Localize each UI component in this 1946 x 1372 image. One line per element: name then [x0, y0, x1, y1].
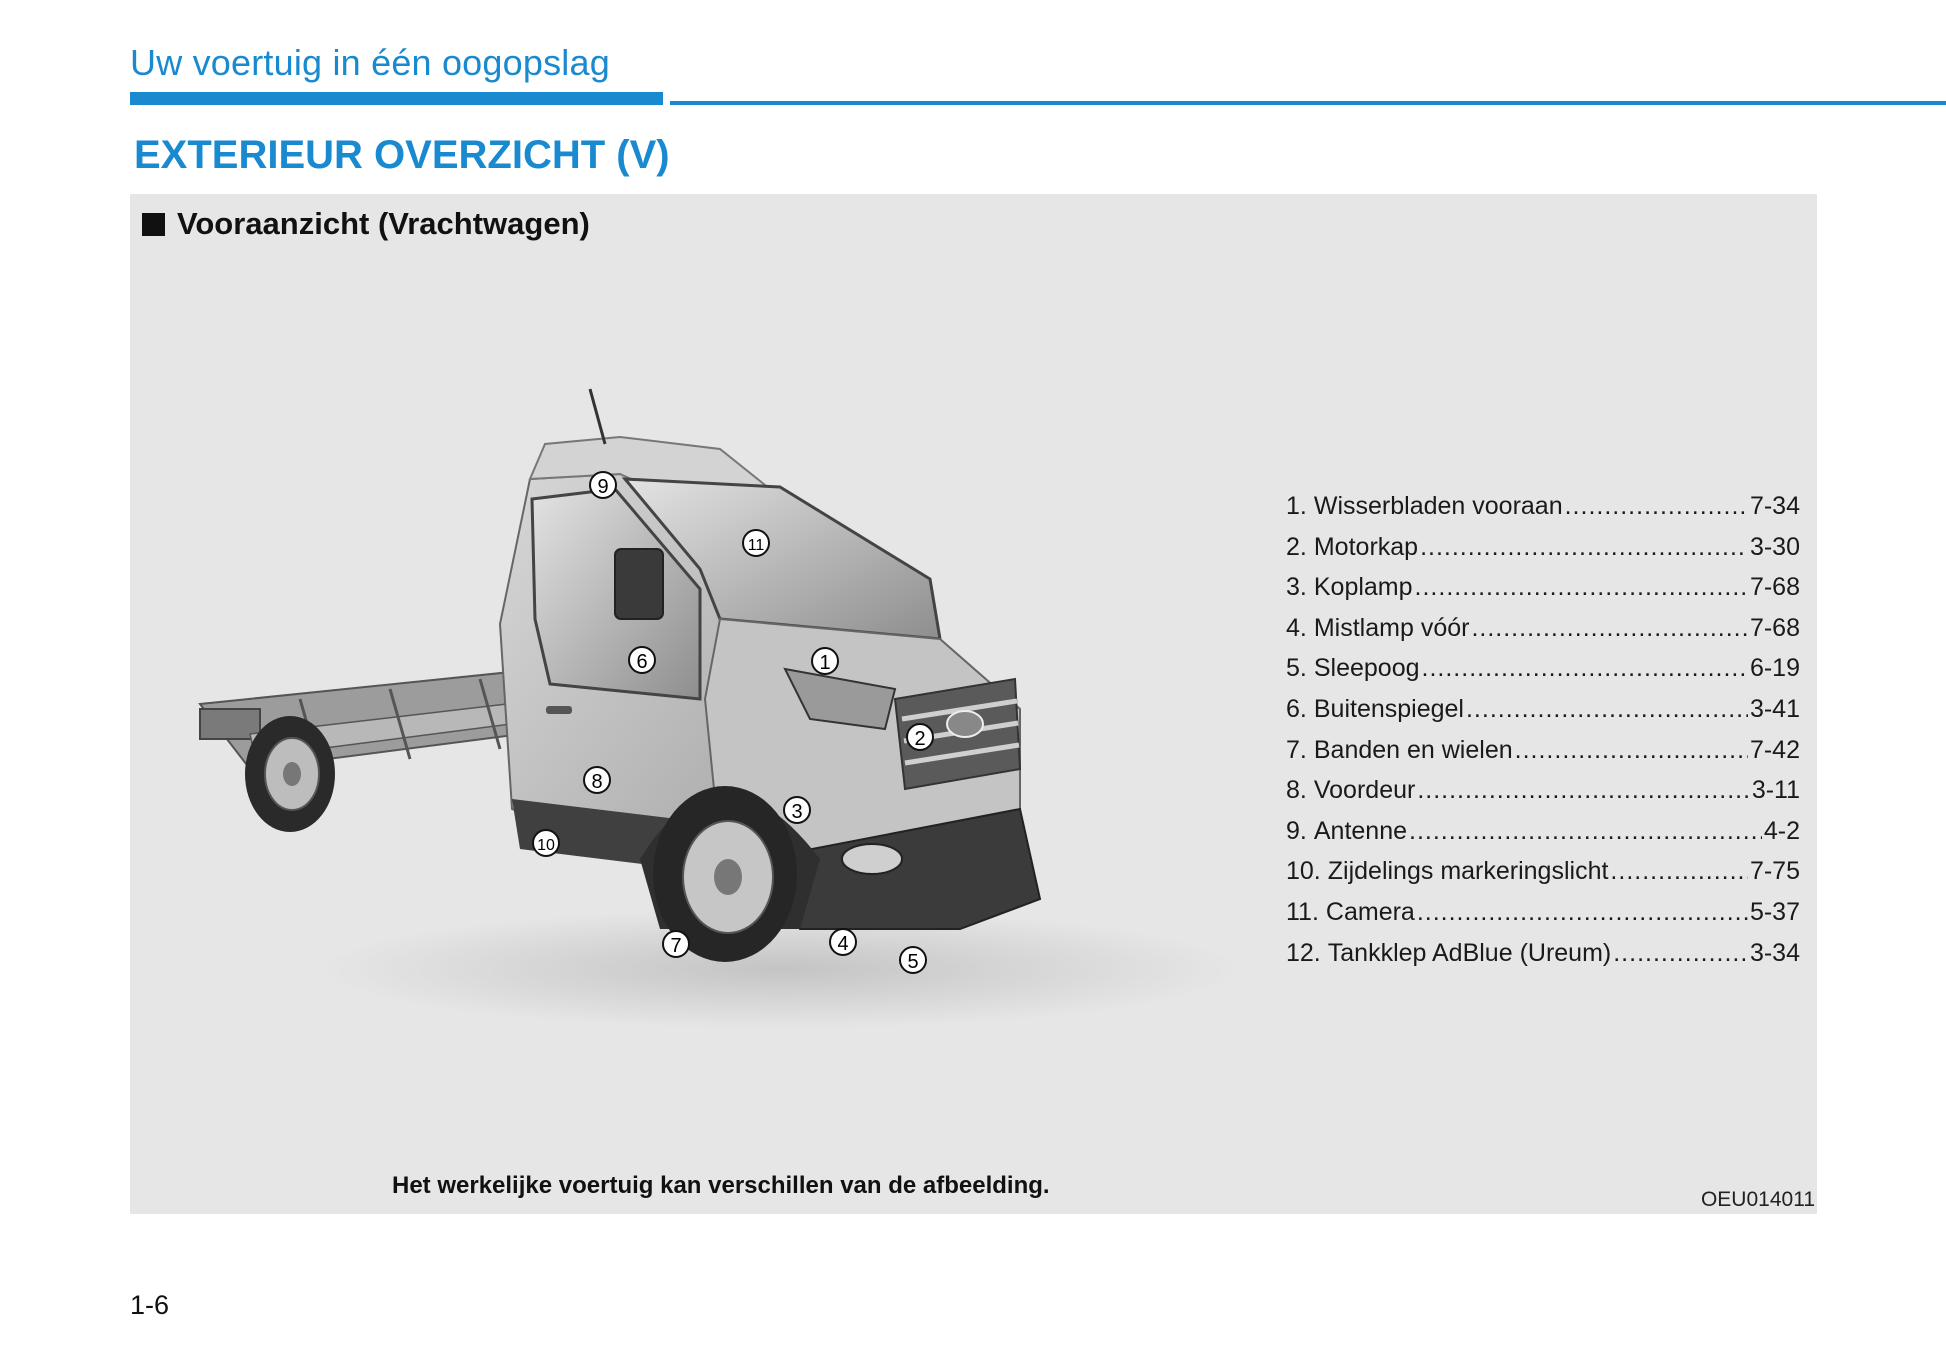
callout-1: [812, 648, 838, 674]
part-page: 3-30: [1749, 532, 1800, 561]
list-item: [1286, 817, 1800, 858]
leader-dots: [1422, 654, 1748, 683]
part-number: 6.: [1286, 694, 1307, 723]
fog-lamp: [842, 844, 902, 874]
truck-illustration: [160, 369, 1260, 1069]
part-number: 4.: [1286, 613, 1307, 642]
leader-dots: [1415, 573, 1748, 602]
list-item: [1286, 533, 1800, 574]
section-title: Uw voertuig in één oogopslag: [130, 42, 610, 83]
list-item: [1286, 573, 1800, 614]
page-heading: EXTERIEUR OVERZICHT (V): [134, 133, 670, 177]
list-item: [1286, 857, 1800, 898]
part-number: 10.: [1286, 857, 1321, 886]
leader-dots: [1417, 776, 1749, 805]
door-handle: [546, 706, 572, 714]
leader-dots: [1515, 736, 1748, 765]
illustration-panel: [130, 194, 1817, 1214]
part-label: Tankklep AdBlue (Ureum): [1327, 938, 1612, 967]
list-item: [1286, 898, 1800, 939]
callout-7: [663, 931, 689, 957]
list-item: [1286, 736, 1800, 777]
part-label: Mistlamp vóór: [1313, 613, 1470, 642]
leader-dots: [1565, 492, 1748, 521]
callout-label: 2: [914, 728, 926, 750]
callout-4: [830, 929, 856, 955]
callout-10: [533, 830, 559, 856]
part-number: 1.: [1286, 492, 1307, 520]
part-label: Camera: [1325, 897, 1415, 926]
leader-dots: [1613, 939, 1748, 968]
mirror: [615, 549, 663, 619]
subheading: [142, 206, 590, 242]
list-item: [1286, 614, 1800, 655]
callout-label: 7: [670, 935, 682, 957]
callout-label: 8: [591, 771, 603, 793]
page-number: 1-6: [130, 1290, 170, 1320]
image-caption: Het werkelijke voertuig kan verschillen van de afbeelding.: [392, 1172, 1050, 1199]
part-number: 11.: [1286, 897, 1319, 926]
part-label: Wisserbladen vooraan: [1313, 492, 1563, 520]
leader-dots: [1466, 695, 1748, 724]
callout-label: 6: [636, 651, 648, 673]
leader-dots: [1471, 614, 1748, 643]
leader-dots: [1409, 817, 1762, 846]
part-page: 7-75: [1749, 857, 1800, 886]
part-label: Voordeur: [1313, 776, 1416, 805]
antenna: [590, 389, 605, 444]
square-bullet-icon: [142, 213, 165, 236]
callout-2: [907, 724, 933, 750]
part-page: 7-34: [1749, 492, 1800, 520]
part-page: 7-68: [1749, 573, 1800, 602]
part-label: Sleepoog: [1313, 654, 1420, 683]
part-number: 2.: [1286, 532, 1307, 561]
callout-label: 1: [819, 652, 831, 674]
list-item: [1286, 654, 1800, 695]
part-page: 6-19: [1749, 654, 1800, 683]
leader-dots: [1610, 857, 1748, 886]
part-number: 9.: [1286, 816, 1307, 845]
part-page: 3-34: [1749, 938, 1800, 967]
rear-wheel: [245, 716, 335, 832]
callout-5: [900, 947, 926, 973]
part-number: 5.: [1286, 654, 1307, 683]
part-page: 7-68: [1749, 613, 1800, 642]
part-page: 7-42: [1749, 735, 1800, 764]
parts-list: [1286, 492, 1800, 979]
part-label: Antenne: [1313, 816, 1407, 845]
part-label: Motorkap: [1313, 532, 1419, 561]
part-number: 3.: [1286, 573, 1307, 602]
part-number: 8.: [1286, 776, 1307, 805]
part-page: 5-37: [1749, 897, 1800, 926]
callout-label: 11: [747, 537, 765, 554]
callout-label: 3: [791, 801, 803, 823]
callout-11: [743, 530, 769, 556]
part-number: 12.: [1286, 938, 1321, 967]
callout-label: 5: [907, 951, 919, 973]
header-rule-thick: [130, 92, 663, 105]
part-label: Buitenspiegel: [1313, 694, 1464, 723]
callout-3: [784, 797, 810, 823]
part-label: Banden en wielen: [1313, 735, 1513, 764]
callout-label: 4: [837, 933, 849, 955]
callout-6: [629, 647, 655, 673]
callout-8: [584, 767, 610, 793]
leader-dots: [1417, 898, 1748, 927]
callout-label: 9: [597, 476, 609, 498]
part-number: 7.: [1286, 735, 1307, 764]
list-item: [1286, 492, 1800, 533]
part-page: 3-41: [1749, 694, 1800, 723]
list-item: [1286, 776, 1800, 817]
subheading-text: Vooraanzicht (Vrachtwagen): [177, 206, 590, 241]
callout-9: [590, 472, 616, 498]
list-item: [1286, 939, 1800, 980]
image-code: OEU014011: [1700, 1188, 1815, 1211]
part-label: Zijdelings markeringslicht: [1327, 857, 1609, 886]
part-page: 3-11: [1751, 776, 1800, 805]
header-rule-thin: [670, 101, 1946, 105]
part-label: Koplamp: [1313, 573, 1413, 602]
callout-label: 10: [537, 837, 555, 854]
part-page: 4-2: [1763, 816, 1800, 845]
list-item: [1286, 695, 1800, 736]
leader-dots: [1420, 533, 1748, 562]
